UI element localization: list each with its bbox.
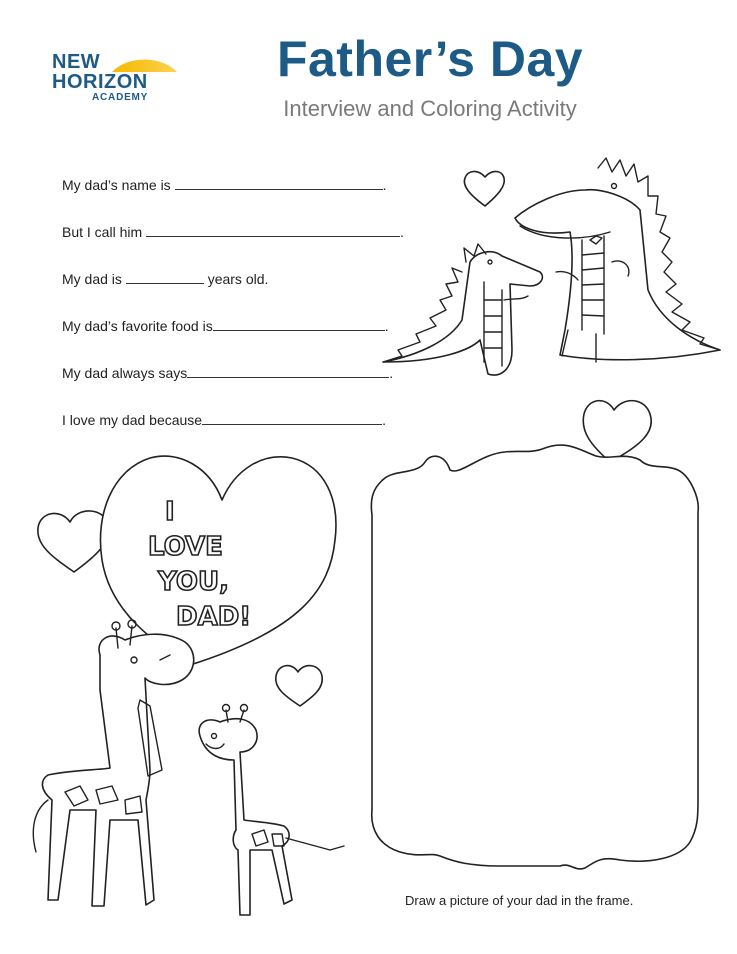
question-text: My dad’s name is <box>62 177 175 193</box>
logo-text-new: NEW <box>52 51 101 73</box>
logo-text-academy: ACADEMY <box>92 92 149 103</box>
question-end: . <box>382 177 387 193</box>
picture-frame <box>371 445 698 869</box>
question-end: . <box>389 365 394 381</box>
crocodile-child-drawing <box>383 244 542 375</box>
heart-text-love: LOVE <box>148 532 223 562</box>
heart-text-you: YOU, <box>158 567 229 597</box>
giraffe-child-drawing <box>199 705 344 916</box>
page-title: Father’s Day <box>276 31 584 87</box>
heart-icon <box>464 171 504 206</box>
question-end: . <box>384 318 389 334</box>
question-text: But I call him <box>62 224 147 240</box>
giraffe-dad-drawing <box>33 620 193 906</box>
question-text: I love my dad because <box>62 412 203 428</box>
page-subtitle: Interview and Coloring Activity <box>283 96 577 121</box>
frame-caption: Draw a picture of your dad in the frame. <box>405 893 634 908</box>
question-end: . <box>400 224 404 240</box>
heart-icon <box>583 401 651 462</box>
heart-text-dad: DAD! <box>176 602 252 632</box>
logo-text-horizon: HORIZON <box>52 71 148 93</box>
crocodile-dad-drawing <box>515 158 720 362</box>
heart-icon <box>276 666 322 706</box>
heart-icon <box>38 511 109 572</box>
heart-text-i: I <box>165 497 175 527</box>
question-text: My dad’s favorite food is <box>62 318 213 334</box>
question-end: . <box>382 412 386 428</box>
love-heart-drawing <box>100 456 335 665</box>
question-end: years old. <box>203 271 269 287</box>
question-text: My dad always says <box>62 365 188 381</box>
question-text: My dad is <box>62 271 126 287</box>
